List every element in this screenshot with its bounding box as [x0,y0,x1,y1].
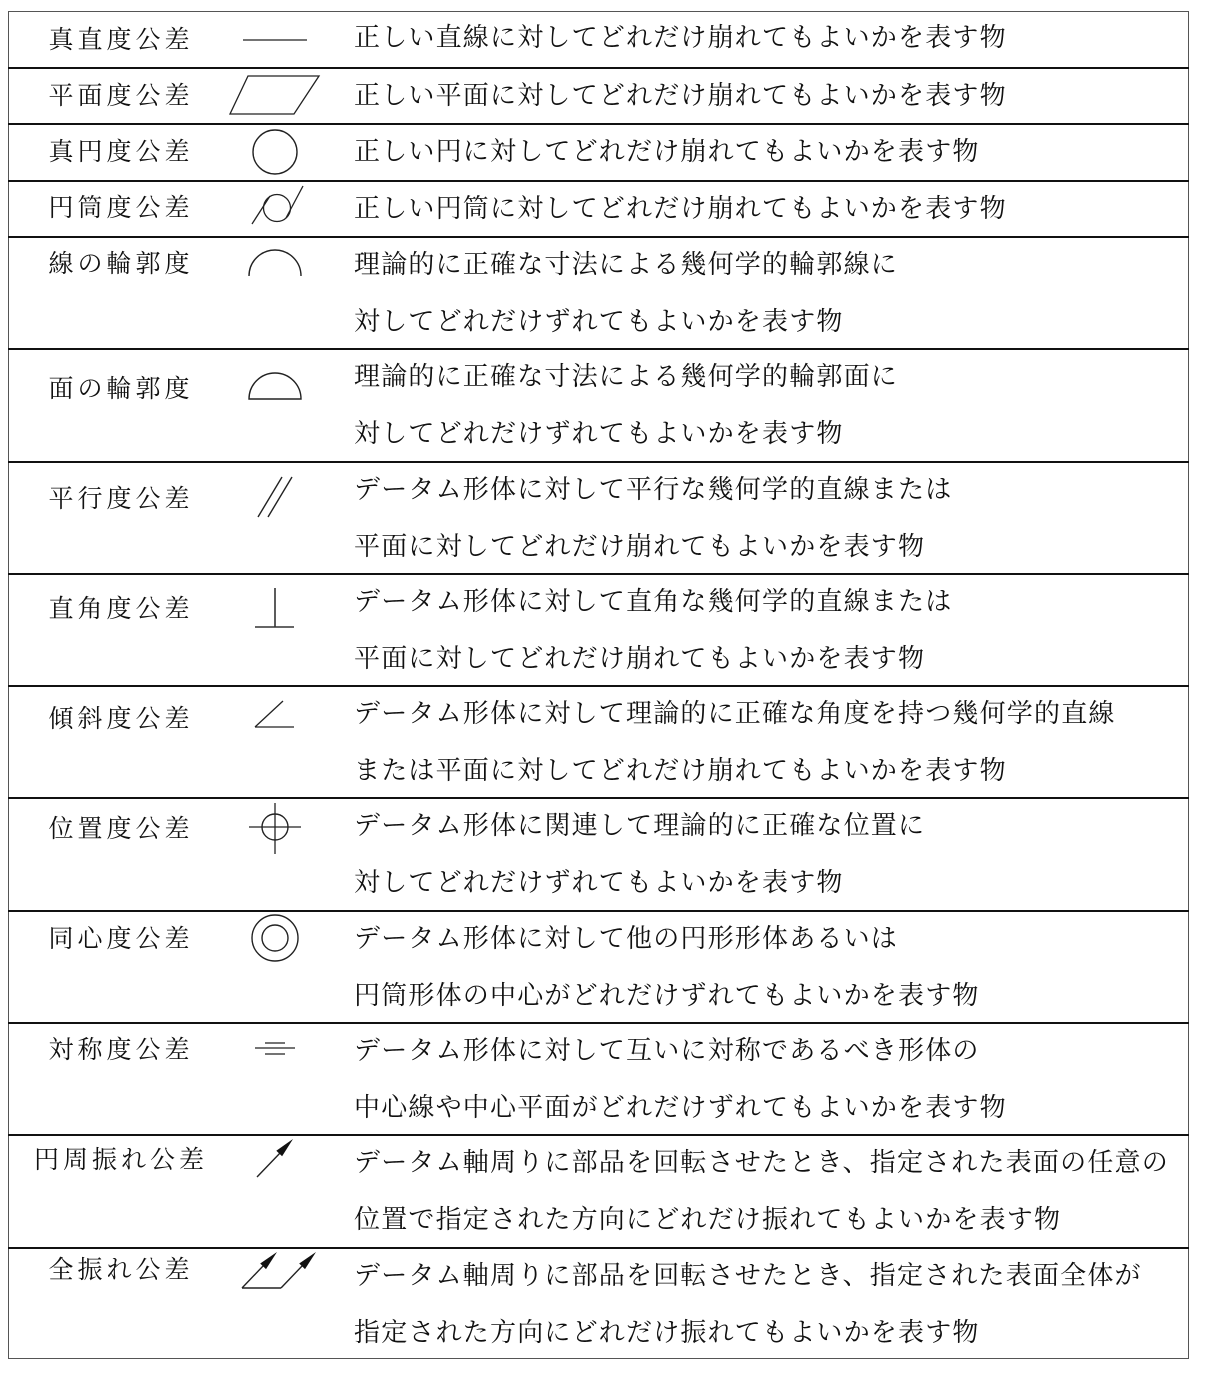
arrow-icon [200,1136,340,1249]
cylindricity-icon [200,182,340,238]
table-row-line-profile [8,236,1189,348]
tolerance-name: 面の輪郭度 [48,374,194,403]
table-row-concentricity [8,910,1189,1022]
tolerance-description: 正しい直線に対してどれだけ崩れてもよいかを表す物 [354,23,1007,53]
tolerance-name: 円筒度公差 [48,193,194,222]
tolerance-name: 全振れ公差 [48,1255,194,1284]
table-row-angularity [8,685,1189,797]
tolerance-description-line-2: 中心線や中心平面がどれだけずれてもよいかを表す物 [354,1093,1007,1123]
tolerance-description-line-1: データム形体に関連して理論的に正確な位置に [354,811,926,841]
tolerance-name: 真円度公差 [48,137,194,166]
symmetry-icon [200,1024,340,1136]
circle-icon [200,125,340,182]
tolerance-name: 傾斜度公差 [48,704,194,733]
table-row-surface-profile [8,348,1189,461]
tolerance-description-line-1: データム形体に対して平行な幾何学的直線または [354,475,953,505]
concentric-circles-icon [200,912,340,1024]
tolerance-description-line-1: 理論的に正確な寸法による幾何学的輪郭面に [354,362,899,392]
tolerance-description-line-2: 対してどれだけずれてもよいかを表す物 [354,868,844,898]
table-row-straightness [8,11,1189,67]
tolerance-description-line-1: データム形体に対して理論的に正確な角度を持つ幾何学的直線 [354,699,1116,729]
tolerance-description-line-2: または平面に対してどれだけ崩れてもよいかを表す物 [354,756,1007,786]
flatness-icon [200,69,340,125]
tolerance-name: 対称度公差 [48,1035,194,1064]
tolerance-name: 位置度公差 [48,814,194,843]
parallel-lines-icon [200,463,340,575]
tolerance-description-line-2: 対してどれだけずれてもよいかを表す物 [354,307,844,337]
tolerance-description-line-2: 位置で指定された方向にどれだけ振れてもよいかを表す物 [354,1205,1062,1235]
tolerance-description-line-1: データム形体に対して直角な幾何学的直線または [354,587,953,617]
tolerance-description-line-2: 平面に対してどれだけ崩れてもよいかを表す物 [354,644,926,674]
arc-icon [200,238,340,350]
double-arrow-icon [200,1249,340,1360]
tolerance-description-line-1: データム軸周りに部品を回転させたとき、指定された表面全体が [354,1261,1142,1291]
perpendicular-icon [200,575,340,687]
tolerance-name: 同心度公差 [48,924,194,953]
semicircle-icon [200,350,340,463]
table-row-position [8,797,1189,910]
table-row-total-runout [8,1247,1189,1358]
tolerance-name: 真直度公差 [48,25,194,54]
crosshair-icon [200,799,340,912]
tolerance-description-line-1: データム形体に対して互いに対称であるべき形体の [354,1036,980,1066]
table-row-flatness [8,67,1189,123]
table-row-circularity [8,123,1189,180]
tolerance-name: 線の輪郭度 [48,249,194,278]
tolerance-name: 平行度公差 [48,484,194,513]
tolerance-name: 平面度公差 [48,81,194,110]
tolerance-name: 円周振れ公差 [33,1145,208,1174]
table-row-symmetry [8,1022,1189,1134]
tolerance-description-line-2: 平面に対してどれだけ崩れてもよいかを表す物 [354,532,926,562]
straightness-icon [200,11,340,67]
tolerance-description-line-1: データム軸周りに部品を回転させたとき、指定された表面の任意の [354,1148,1169,1178]
table-row-perpendicularity [8,573,1189,685]
tolerance-description-line-2: 対してどれだけずれてもよいかを表す物 [354,419,844,449]
tolerance-description-line-1: データム形体に対して他の円形形体あるいは [354,924,899,954]
table-row-parallelism [8,461,1189,573]
table-row-cylindricity [8,180,1189,236]
tolerance-description: 正しい平面に対してどれだけ崩れてもよいかを表す物 [354,81,1007,111]
angle-icon [200,687,340,799]
tolerance-description-line-1: 理論的に正確な寸法による幾何学的輪郭線に [354,250,899,280]
tolerance-description-line-2: 指定された方向にどれだけ振れてもよいかを表す物 [354,1318,980,1348]
tolerance-name: 直角度公差 [48,594,194,623]
tolerance-description-line-2: 円筒形体の中心がどれだけずれてもよいかを表す物 [354,981,980,1011]
table-row-circular-runout [8,1134,1189,1247]
tolerance-description: 正しい円に対してどれだけ崩れてもよいかを表す物 [354,137,980,167]
tolerance-description: 正しい円筒に対してどれだけ崩れてもよいかを表す物 [354,194,1007,224]
